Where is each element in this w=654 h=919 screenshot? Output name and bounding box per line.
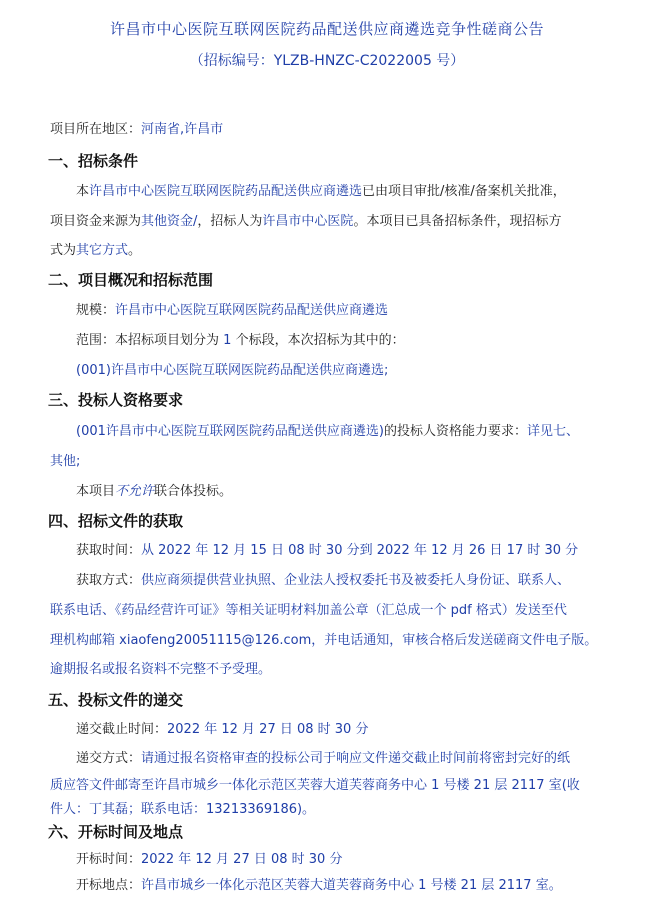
acquisition-method-line-2: 联系电话、《药品经营许可证》等相关证明材料加盖公章（汇总成一个 pdf 格式）发送至代 (50, 603, 567, 618)
acquisition-time: 获取时间：从 2022 年 12 月 15 日 08 时 30 分到 2022 年 12 月 26 日 17 时 30 分 (76, 543, 579, 558)
submission-method-line-1: 递交方式：请通过报名资格审查的投标公司于响应文件递交截止时间前将密封完好的纸 (76, 751, 571, 766)
s3-paragraph-line-1: (001许昌市中心医院互联网医院药品配送供应商遴选)的投标人资格能力要求：详见七、 (76, 424, 579, 439)
lot-row: (001)许昌市中心医院互联网医院药品配送供应商遴选; (76, 363, 389, 378)
project-location (50, 120, 223, 140)
tender-number: （招标编号：YLZB-HNZC-C2022005 号） (189, 53, 465, 69)
s1-paragraph-line-3: 式为其它方式。 (50, 243, 142, 258)
acquisition-method-line-4: 逾期报名或报名资料不完整不予受理。 (50, 662, 272, 677)
s3-paragraph-line-3: 本项目不允许联合体投标。 (76, 484, 233, 499)
submission-method-line-3: 件人：丁其磊；联系电话：13213369186)。 (50, 802, 316, 817)
acquisition-method-line-3: 理机构邮箱 xiaofeng20051115@126.com，并电话通知，审核合格后发送磋商文件电子版。 (50, 633, 598, 648)
section-1-heading: 一、招标条件 (48, 152, 139, 170)
submission-deadline: 递交截止时间：2022 年 12 月 27 日 08 时 30 分 (76, 722, 369, 737)
section-4-heading: 四、招标文件的获取 (48, 512, 184, 530)
section-3-heading: 三、投标人资格要求 (48, 391, 184, 409)
page-title: 许昌市中心医院互联网医院药品配送供应商遴选竞争性磋商公告 (109, 20, 544, 38)
section-5-heading: 五、投标文件的递交 (48, 691, 184, 709)
section-2-heading: 二、项目概况和招标范围 (48, 271, 214, 289)
s1-paragraph-line-2: 项目资金来源为其他资金/，招标人为许昌市中心医院。本项目已具备招标条件，现招标方 (50, 214, 562, 229)
s3-paragraph-line-2: 其他; (50, 454, 81, 469)
s1-paragraph-line-1: 本许昌市中心医院互联网医院药品配送供应商遴选已由项目审批/核准/备案机关批准， (76, 184, 566, 199)
opening-place: 开标地点：许昌市城乡一体化示范区芙蓉大道芙蓉商务中心 1 号楼 21 层 2117 室。 (76, 878, 562, 893)
location-value: 河南省,许昌市 (141, 122, 224, 137)
scope-row: 范围：本招标项目划分为 1 个标段，本次招标为其中的： (76, 333, 405, 348)
acquisition-method-line-1: 获取方式：供应商须提供营业执照、企业法人授权委托书及被委托人身份证、联系人、 (76, 573, 571, 588)
submission-method-line-2: 质应答文件邮寄至许昌市城乡一体化示范区芙蓉大道芙蓉商务中心 1 号楼 21 层 2117 室(收 (50, 778, 580, 793)
location-label: 项目所在地区： (50, 122, 142, 137)
scale-row: 规模：许昌市中心医院互联网医院药品配送供应商遴选 (76, 303, 389, 318)
opening-time: 开标时间：2022 年 12 月 27 日 08 时 30 分 (76, 852, 343, 867)
section-6-heading: 六、开标时间及地点 (48, 823, 184, 841)
